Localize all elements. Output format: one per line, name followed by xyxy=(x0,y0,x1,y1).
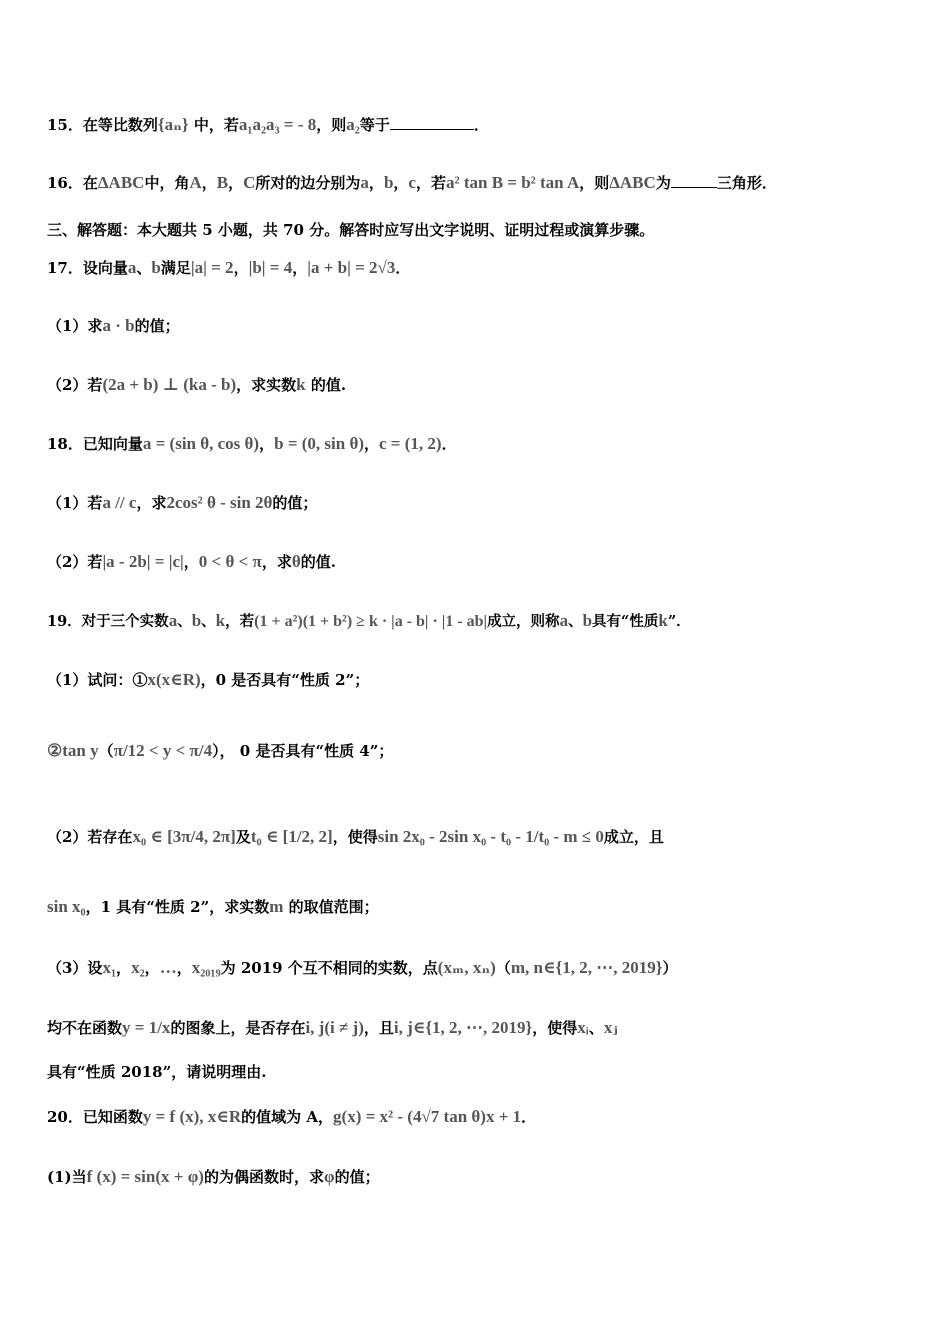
math: … xyxy=(159,958,177,977)
math: a xyxy=(559,611,569,630)
question-19-part-2 xyxy=(47,826,910,848)
question-19 xyxy=(47,610,910,633)
text: 均不在函数 xyxy=(47,1019,123,1037)
text: 在等比数列 xyxy=(82,116,158,134)
math: xⱼ xyxy=(603,1018,618,1037)
text: ，则 xyxy=(316,116,347,134)
question-16 xyxy=(47,172,910,194)
part-label: (1)当 xyxy=(47,1168,87,1186)
math: a² tan B = b² tan A xyxy=(445,173,580,192)
text: ”． xyxy=(667,613,691,630)
text: ， xyxy=(144,959,160,977)
text: 在 xyxy=(82,174,98,192)
math: b xyxy=(151,258,161,277)
math: c = (1, 2) xyxy=(379,434,442,453)
math: xᵢ xyxy=(577,1018,589,1037)
answer-blank[interactable] xyxy=(671,173,717,188)
text: 的取值范围； xyxy=(283,898,379,916)
question-19-part-1-item-2 xyxy=(47,740,910,762)
text: ． xyxy=(441,435,457,453)
text: ，求实数 xyxy=(236,376,297,394)
text: 、 xyxy=(201,613,216,630)
text: 的值. xyxy=(305,376,347,394)
text: ， xyxy=(233,259,249,277)
text: 的值； xyxy=(334,1168,380,1186)
text: ． xyxy=(521,1108,537,1126)
part-label: （2）若存在 xyxy=(47,828,133,846)
text: ，使得 xyxy=(332,828,378,846)
text: ，求 xyxy=(261,553,292,571)
text: 、 xyxy=(568,613,583,630)
text: 等于 xyxy=(359,116,390,134)
math: k xyxy=(215,611,226,630)
math: a // c xyxy=(102,493,137,512)
part-label: （1）试问：① xyxy=(47,671,148,689)
text: 成立，且 xyxy=(603,828,664,846)
text: 中，若 xyxy=(188,116,239,134)
part-label: （3）设 xyxy=(47,959,103,977)
math: x(x∈R) xyxy=(147,670,201,689)
text: ，求 xyxy=(136,494,167,512)
part-label: （2）若 xyxy=(47,376,103,394)
math: t₀ ∈ [1/2, 2] xyxy=(250,827,333,846)
part-label: （2）若 xyxy=(47,553,103,571)
text: 中，角 xyxy=(144,174,190,192)
math: (xₘ, xₙ) xyxy=(437,958,496,977)
text: 三角形． xyxy=(716,174,777,192)
math: a₁a₂a₃ = - 8 xyxy=(238,115,317,134)
text: 20．已知函数 xyxy=(47,1108,143,1126)
text: 为 xyxy=(655,174,671,192)
question-number: 16． xyxy=(47,174,83,192)
math: 2cos² θ - sin 2θ xyxy=(166,493,273,512)
question-18 xyxy=(47,433,910,455)
text: ， xyxy=(364,435,380,453)
text: ，且 xyxy=(363,1019,394,1037)
text: 所对的边分别为 xyxy=(255,174,361,192)
question-17-part-2 xyxy=(47,374,910,396)
math: |b| = 4 xyxy=(248,258,293,277)
text: 的值. xyxy=(300,553,336,571)
question-19-part-3 xyxy=(47,957,910,979)
math: a xyxy=(360,173,369,192)
text: ，若 xyxy=(415,174,446,192)
text: 及 xyxy=(235,828,251,846)
math: k xyxy=(296,375,306,394)
math: a xyxy=(168,611,178,630)
text: 的值； xyxy=(272,494,318,512)
text: 为 2019 个互不相同的实数，点 xyxy=(220,959,438,977)
text: 17．设向量 xyxy=(47,259,128,277)
text: （ xyxy=(495,959,511,977)
question-19-part-1 xyxy=(47,669,910,691)
text: ，若 xyxy=(225,613,255,630)
question-17-part-1 xyxy=(47,315,910,337)
text: ， xyxy=(393,174,409,192)
text: 的图象上，是否存在 xyxy=(170,1019,306,1037)
math: a₂ xyxy=(346,115,360,134)
text: ， xyxy=(259,435,275,453)
math: c xyxy=(408,173,416,192)
math: {aₙ} xyxy=(157,115,189,134)
text: 18．已知向量 xyxy=(47,435,143,453)
question-15 xyxy=(47,114,910,136)
math: m, n∈{1, 2, ⋯, 2019} xyxy=(510,958,663,977)
math: x₀ ∈ [3π/4, 2π] xyxy=(132,827,236,846)
part-label: （1）求 xyxy=(47,317,103,335)
math: φ xyxy=(324,1167,335,1186)
math: a · b xyxy=(102,316,135,335)
text: （ xyxy=(98,742,114,760)
text: ，则 xyxy=(579,174,610,192)
text: 的值； xyxy=(134,317,180,335)
question-17 xyxy=(47,257,910,279)
part-label: （1）若 xyxy=(47,494,103,512)
question-19-part-2-continued xyxy=(47,896,910,918)
text: ， xyxy=(176,959,192,977)
text: ） xyxy=(662,959,678,977)
math: ②tan y xyxy=(47,741,99,760)
math: (1 + a²)(1 + b²) ≥ k · |a - b| · |1 - ab| xyxy=(254,613,488,630)
text: ，1 具有“性质 2”，求实数 xyxy=(85,898,270,916)
math: A xyxy=(189,173,202,192)
text: 的为偶函数时，求 xyxy=(203,1168,324,1186)
text: ，0 是否具有“性质 2”； xyxy=(200,671,370,689)
math: g(x) = x² - (4√7 tan θ)x + 1 xyxy=(333,1107,522,1126)
math: ΔABC xyxy=(97,173,145,192)
math: b = (0, sin θ) xyxy=(274,434,364,453)
section-heading: 三、解答题：本大题共 5 小题，共 70 分。解答时应写出文字说明、证明过程或演算步骤。 xyxy=(47,221,655,239)
question-20 xyxy=(47,1106,910,1128)
math: |a| = 2 xyxy=(190,258,234,277)
math: y = 1/x xyxy=(122,1018,171,1037)
math: b xyxy=(191,611,202,630)
text: ， xyxy=(183,553,199,571)
text: 的值域为 A， xyxy=(241,1108,334,1126)
question-18-part-2 xyxy=(47,551,910,573)
math: sin x₀ xyxy=(47,897,86,916)
text: 、 xyxy=(177,613,192,630)
math: a = (sin θ, cos θ) xyxy=(142,434,260,453)
text: 具有“性质 xyxy=(592,613,659,630)
text: 成立，则称 xyxy=(487,613,560,630)
math: 0 < θ < π xyxy=(198,552,262,571)
question-20-part-1 xyxy=(47,1166,910,1188)
math: C xyxy=(243,173,256,192)
text: ， xyxy=(116,959,132,977)
math: m xyxy=(269,897,284,916)
text: 19．对于三个实数 xyxy=(47,613,169,630)
text: ． xyxy=(473,116,489,134)
text: 满足 xyxy=(160,259,191,277)
math: x₂₀₁₉ xyxy=(191,958,221,977)
math: x₁ xyxy=(102,958,117,977)
text: ）， 0 是否具有“性质 4”； xyxy=(212,742,394,760)
text: ，使得 xyxy=(532,1019,578,1037)
text: 、 xyxy=(136,259,152,277)
math: θ xyxy=(291,552,301,571)
text: ， xyxy=(292,259,308,277)
math: π/12 < y < π/4 xyxy=(113,741,213,760)
question-19-part-3-continued xyxy=(47,1017,910,1039)
math: f (x) = sin(x + φ) xyxy=(86,1167,204,1186)
text: ， xyxy=(228,174,244,192)
math: x₂ xyxy=(131,958,145,977)
math: b xyxy=(582,611,593,630)
text: ， xyxy=(368,174,384,192)
text: ． xyxy=(395,259,411,277)
math: B xyxy=(216,173,229,192)
math: i, j(i ≠ j) xyxy=(305,1018,364,1037)
math: k xyxy=(658,611,668,630)
math: b xyxy=(383,173,394,192)
text: 、 xyxy=(588,1019,604,1037)
math: a xyxy=(127,258,137,277)
math: i, j∈{1, 2, ⋯, 2019} xyxy=(393,1018,533,1037)
answer-blank[interactable] xyxy=(390,115,474,130)
math: ΔABC xyxy=(609,173,656,192)
question-19-part-3-end: 具有“性质 2018”，请说明理由. xyxy=(47,1063,267,1081)
text: ， xyxy=(201,174,217,192)
question-18-part-1 xyxy=(47,492,910,514)
math: y = f (x), x∈R xyxy=(142,1107,242,1126)
question-number: 15． xyxy=(47,116,83,134)
math: |a - 2b| = |c| xyxy=(102,552,184,571)
math: |a + b| = 2√3 xyxy=(307,258,396,277)
math: sin 2x₀ - 2sin x₀ - t₀ - 1/t₀ - m ≤ 0 xyxy=(377,827,604,846)
math: (2a + b) ⊥ (ka - b) xyxy=(102,375,237,394)
